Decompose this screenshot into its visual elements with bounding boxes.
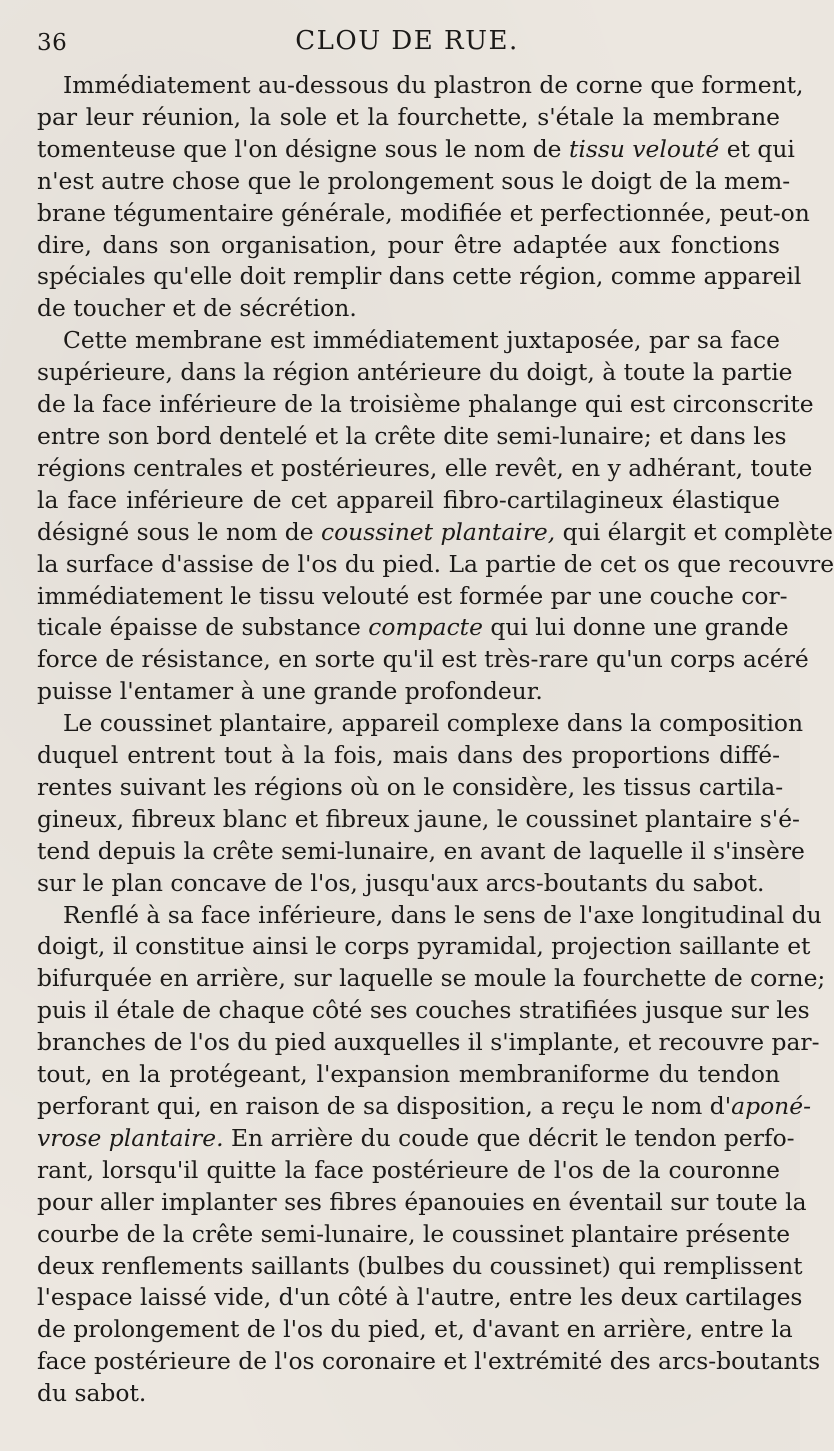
text-run: Renflé à sa face inférieure, dans le sens de l'axe longitudinal du (63, 900, 822, 929)
text-run: dire, dans son organisation, pour être adaptée aux fonctions (37, 230, 780, 259)
text-run: courbe de la crête semi-lunaire, le coussinet plantaire présente (37, 1219, 791, 1248)
text-line (37, 708, 804, 740)
text-line (37, 1282, 803, 1314)
running-head (37, 22, 777, 62)
text-line (37, 868, 780, 900)
text-run: supérieure, dans la région antérieure du doigt, à toute la partie (37, 358, 793, 387)
text-run: spéciales qu'elle doit remplir dans cette région, comme appareil (37, 262, 802, 291)
text-line (37, 676, 780, 708)
text-line (37, 963, 826, 995)
text-line (37, 1251, 803, 1283)
text-run: qui lui donne une grande (482, 613, 789, 642)
paragraph (37, 70, 810, 325)
text-line (37, 421, 787, 453)
text-line (37, 995, 810, 1027)
text-line (37, 836, 805, 868)
text-run: par leur réunion, la sole et la fourchette, s'étale la membrane (37, 102, 780, 131)
text-line (37, 357, 793, 389)
text-run: En arrière du coude que décrit le tendon perfo- (223, 1123, 795, 1152)
text-run: Le coussinet plantaire, appareil complexe dans la composition (63, 709, 804, 738)
text-line (37, 1155, 780, 1187)
text-run: du sabot. (37, 1379, 147, 1408)
text-line (37, 102, 780, 134)
text-run: rant, lorsqu'il quitte la face postérieure de l'os de la couronne (37, 1155, 780, 1184)
text-run: puisse l'entamer à une grande profondeur. (37, 677, 543, 706)
text-line (37, 325, 780, 357)
text-run: immédiatement le tissu velouté est formée par une couche cor- (37, 581, 788, 610)
text-run: tomenteuse que l'on désigne sous le nom de (37, 134, 569, 163)
text-line (37, 230, 780, 262)
text-line (37, 772, 784, 804)
text-run: qui élargit et complète (555, 517, 833, 546)
text-run: de prolongement de l'os du pied, et, d'avant en arrière, entre la (37, 1315, 793, 1344)
text-run: perforant qui, en raison de sa disposition, a reçu le nom d' (37, 1092, 732, 1120)
text-line (37, 134, 795, 166)
text-run: n'est autre chose que le prolongement sous le doigt de la mem- (37, 166, 791, 195)
paragraph (37, 900, 826, 1411)
text-line (37, 644, 809, 676)
text-line (37, 740, 780, 772)
paragraph (37, 325, 834, 708)
text-run: gineux, fibreux blanc et fibreux jaune, le coussinet plantaire s'é- (37, 804, 800, 833)
text-line (37, 389, 814, 421)
text-line (37, 1187, 807, 1219)
text-line (37, 900, 822, 932)
text-run: puis il étale de chaque côté ses couches stratifiées jusque sur les (37, 996, 810, 1025)
text-run: pour aller implanter ses fibres épanouies en éventail sur toute la (37, 1187, 807, 1216)
text-line (37, 1059, 780, 1091)
text-run: deux renflements saillants (bulbes du coussinet) qui remplissent (37, 1251, 803, 1280)
text-run: ticale épaisse de substance (37, 613, 369, 642)
text-run: branches de l'os du pied auxquelles il s'implante, et recouvre par- (37, 1028, 820, 1057)
text-run: face postérieure de l'os coronaire et l'extrémité des arcs-boutants (37, 1347, 821, 1376)
text-run: doigt, il constitue ainsi le corps pyramidal, projection saillante et (37, 932, 811, 961)
text-run: Immédiatement au-dessous du plastron de corne que forment, (63, 71, 804, 99)
text-run: Cette membrane est immédiatement juxtaposée, par sa face (63, 326, 780, 355)
text-line (37, 549, 834, 581)
text-run: sur le plan concave de l'os, jusqu'aux arcs-boutants du sabot. (37, 868, 765, 897)
italic-term: tissu velouté (568, 134, 720, 163)
body-text (37, 70, 834, 1410)
italic-term: vrose plantaire. (37, 1123, 224, 1152)
text-line (37, 581, 788, 613)
text-run: force de résistance, en sorte qu'il est très-rare qu'un corps acéré (37, 645, 809, 674)
text-line (37, 612, 789, 644)
running-title: CLOU DE RUE. (295, 26, 519, 56)
text-run: rentes suivant les régions où on le considère, les tissus cartila- (37, 772, 784, 801)
text-run: entre son bord dentelé et la crête dite semi-lunaire; et dans les (37, 421, 787, 450)
text-line (37, 1219, 791, 1251)
text-line (37, 931, 811, 963)
text-run: désigné sous le nom de (37, 517, 321, 546)
page-number: 36 (37, 30, 68, 56)
text-line (37, 517, 833, 549)
text-run: la face inférieure de cet appareil fibro-cartilagineux élastique (37, 485, 780, 514)
text-run: de toucher et de sécrétion. (37, 294, 357, 323)
italic-term: coussinet plantaire, (320, 517, 556, 546)
text-run: la surface d'assise de l'os du pied. La partie de cet os que recouvre (37, 549, 834, 578)
text-run: l'espace laissé vide, d'un côté à l'autre, entre les deux cartilages (37, 1283, 803, 1312)
text-line (37, 1314, 793, 1346)
text-line (37, 1378, 780, 1410)
text-run: régions centrales et postérieures, elle revêt, en y adhérant, toute (37, 453, 813, 482)
text-run: de la face inférieure de la troisième phalange qui est circonscrite (37, 390, 814, 419)
text-line (37, 485, 780, 517)
text-line (37, 70, 804, 102)
text-line (37, 198, 810, 230)
text-run: et qui (719, 134, 795, 163)
italic-term: aponé- (731, 1092, 811, 1120)
text-line (37, 293, 780, 325)
text-run: tout, en la protégeant, l'expansion membraniforme du tendon (37, 1060, 780, 1089)
text-run: duquel entrent tout à la fois, mais dans des proportions diffé- (37, 741, 780, 770)
text-run: brane tégumentaire générale, modifiée et perfectionnée, peut-on (37, 198, 810, 227)
text-run: bifurquée en arrière, sur laquelle se moule la fourchette de corne; (37, 964, 826, 993)
text-line (37, 1123, 795, 1155)
text-line (37, 166, 791, 198)
text-line (37, 261, 802, 293)
text-run: tend depuis la crête semi-lunaire, en avant de laquelle il s'insère (37, 836, 805, 865)
text-line (37, 453, 813, 485)
text-line (37, 1346, 821, 1378)
text-line (37, 1027, 820, 1059)
text-line (37, 804, 800, 836)
paragraph (37, 708, 805, 899)
text-line (37, 1091, 811, 1123)
italic-term: compacte (368, 613, 483, 642)
